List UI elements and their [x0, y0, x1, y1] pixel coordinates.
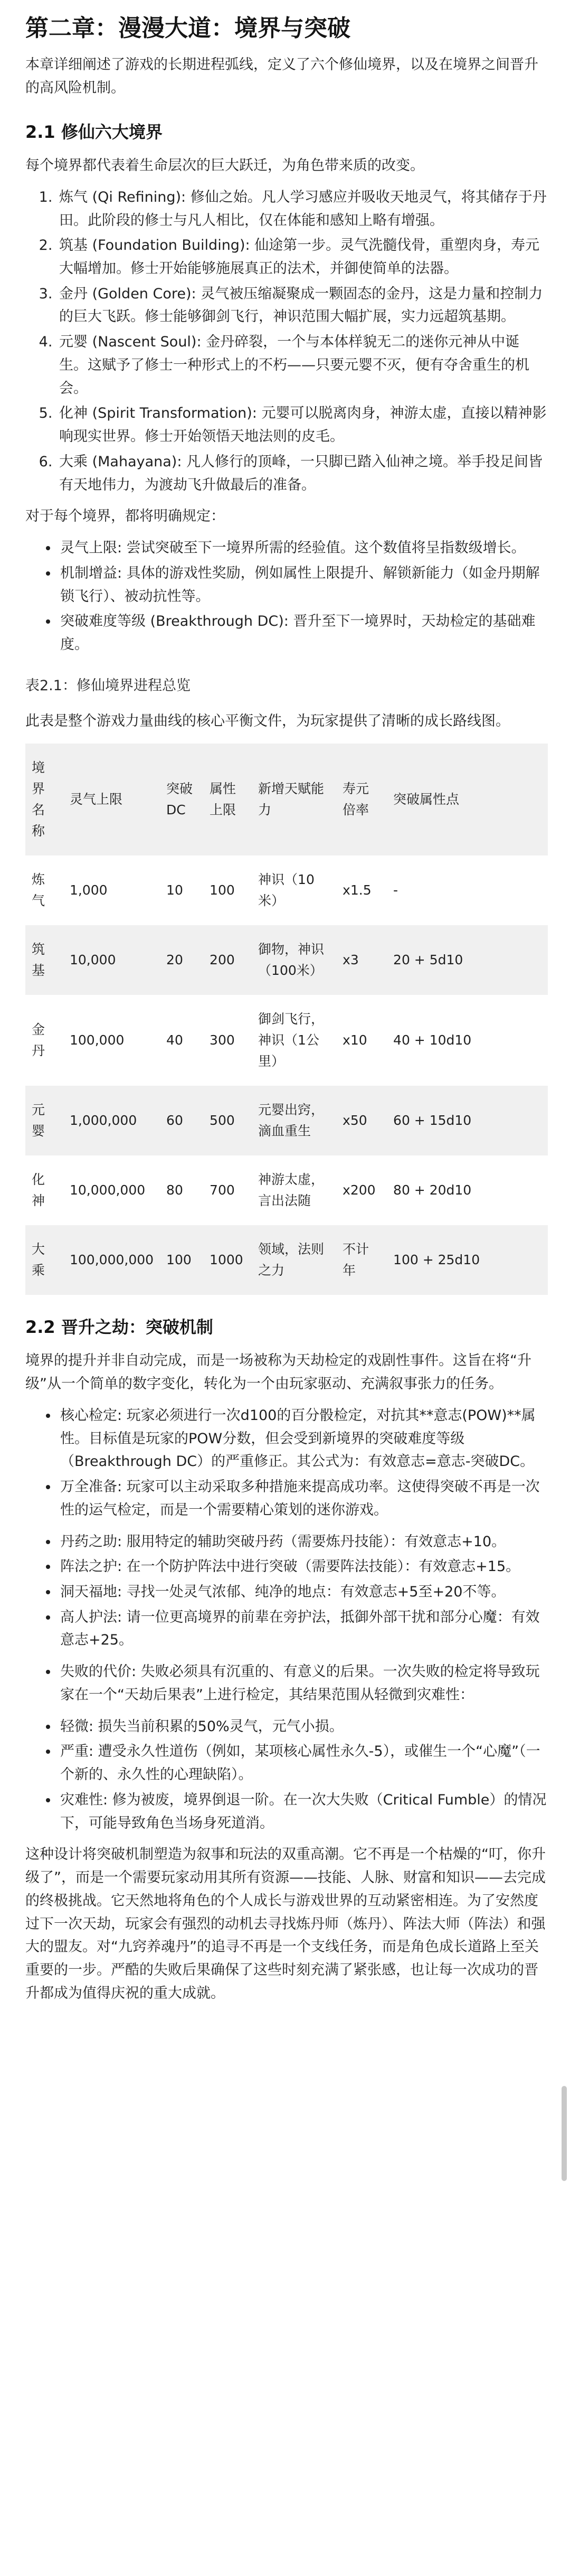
table-cell: 20 — [166, 952, 183, 968]
rules-lead: 对于每个境界，都将明确规定： — [25, 508, 225, 525]
list-item: 4. 元婴 (Nascent Soul): 金丹碎裂，一个与本体样貌无二的迷你元神从中诞生。这赋予了修士一种形式上的不朽——只要元婴不灭，便有夺舍重生的机会。 — [57, 331, 548, 400]
realms-lead: 每个境界都代表着生命层次的巨大跃迁，为角色带来质的改变。 — [25, 157, 424, 174]
table-cell: 40 + 10d10 — [393, 1032, 472, 1048]
table-header-cell: 境界名称 — [32, 760, 45, 839]
table-cell: 化神 — [32, 1172, 45, 1209]
table-cell: 10 — [166, 882, 183, 898]
list-item: • 严重: 遭受永久性道伤（例如，某项核心属性永久-5），或催生一个“心魔”（一个新的、永久性的心理缺陷）。 — [58, 1740, 548, 1786]
list-item: • 丹药之助: 服用特定的辅助突破丹药（需要炼丹技能）：有效意志+10。 — [58, 1530, 548, 1554]
realm-progression-table — [25, 744, 548, 1295]
table-header-cell: 属性上限 — [210, 781, 236, 818]
closing-paragraph: 这种设计将突破机制塑造为叙事和玩法的双重高潮。它不再是一个枯燥的“叮，你升级了”，而是一个需要玩家动用其所有资源——技能、人脉、财富和知识——去完成的终极挑战。它天然地将角色的个人成长与游戏世界的互动紧密相连。为了安然度过下一次天劫，玩家会有强烈的动机去寻找炼丹师（炼丹）、阵法大师（阵法）和强大的盟友。对“九窍养魂丹”的追寻不再是一个支线任务，而是角色成长道路上至关重要的一步。严酷的失败后果确保了这些时刻充满了紧张感，也让每一次成功的晋升都成为值得庆祝的重大成就。 — [25, 1846, 546, 2001]
table-row — [25, 925, 548, 995]
list-item: • 轻微: 损失当前积累的50%灵气，元气小损。 — [58, 1715, 548, 1738]
table-header-cell: 突破属性点 — [393, 792, 460, 807]
table-cell: 100 — [210, 882, 235, 898]
section-heading-breakthrough: 2.2 晋升之劫：突破机制 — [25, 1317, 213, 1338]
list-item: • 阵法之护: 在一个防护阵法中进行突破（需要阵法技能）：有效意志+15。 — [58, 1555, 548, 1578]
table-header-cell: 灵气上限 — [70, 792, 123, 807]
table-row — [25, 1155, 548, 1225]
table-cell: 700 — [210, 1182, 235, 1198]
preparation-list — [46, 1530, 548, 1652]
table-cell: 御剑飞行，神识（1公里） — [258, 1011, 325, 1069]
table-cell: - — [393, 882, 398, 898]
table-cell: x200 — [343, 1182, 376, 1198]
table-header-cell: 突破DC — [166, 781, 193, 818]
table-header-cell: 寿元倍率 — [343, 781, 369, 818]
list-item: • 灵气上限: 尝试突破至下一境界所需的经验值。这个数值将呈指数级增长。 — [58, 537, 548, 560]
list-item: • 机制增益: 具体的游戏性奖励，例如属性上限提升、解锁新能力（如金丹期解锁飞行）、被动抗性等。 — [58, 562, 548, 608]
table-cell: 40 — [166, 1032, 183, 1048]
chapter-title: 第二章：漫漫大道：境界与突破 — [25, 15, 350, 42]
list-item: • 洞天福地: 寻找一处灵气浓郁、纯净的地点：有效意志+5至+20不等。 — [58, 1581, 548, 1604]
core-mechanics-list — [46, 1404, 548, 1522]
document-content — [25, 0, 548, 2005]
table-cell: 神游太虚，言出法随 — [258, 1172, 325, 1209]
list-item: 5. 化神 (Spirit Transformation): 元婴可以脱离肉身，神游太虚，直接以精神影响现实世界。修士开始领悟天地法则的皮毛。 — [57, 402, 548, 448]
list-item: 1. 炼气 (Qi Refining): 修仙之始。凡人学习感应并吸收天地灵气，将其储存于丹田。此阶段的修士与凡人相比，仅在体能和感知上略有增强。 — [57, 186, 548, 232]
table-cell: 300 — [210, 1032, 235, 1048]
table-cell: 金丹 — [32, 1022, 45, 1059]
table-cell: 10,000 — [70, 952, 116, 968]
chapter-intro: 本章详细阐述了游戏的长期进程弧线，定义了六个修仙境界，以及在境界之间晋升的高风险机制。 — [25, 57, 538, 97]
table-cell: 不计年 — [343, 1242, 369, 1278]
list-item: 6. 大乘 (Mahayana): 凡人修行的顶峰，一只脚已踏入仙神之境。举手投足间皆有天地伟力，为渡劫飞升做最后的准备。 — [57, 450, 548, 496]
list-item: • 突破难度等级 (Breakthrough DC): 晋升至下一境界时，天劫检定的基础难度。 — [58, 610, 548, 656]
list-item: • 灾难性: 修为被废，境界倒退一阶。在一次大失败（Critical Fumble）的情况下，可能导致角色当场身死道消。 — [58, 1789, 548, 1835]
list-item: • 失败的代价: 失败必须具有沉重的、有意义的后果。一次失败的检定将导致玩家在一个“天劫后果表”上进行检定，其结果范围从轻微到灾难性： — [58, 1660, 548, 1706]
list-item: 2. 筑基 (Foundation Building): 仙途第一步。灵气洗髓伐骨，重塑肉身，寿元大幅增加。修士开始能够施展真正的法术，并御使简单的法器。 — [57, 234, 548, 280]
section-heading-realms: 2.1 修仙六大境界 — [25, 121, 163, 142]
scrollbar-thumb[interactable] — [562, 2086, 567, 2181]
table-cell: 100 — [166, 1252, 192, 1268]
table-caption: 表2.1：修仙境界进程总览 — [25, 677, 191, 694]
table-cell: x50 — [343, 1113, 367, 1129]
rules-list — [46, 537, 548, 656]
table-cell: 20 + 5d10 — [393, 952, 463, 968]
table-header-row — [25, 744, 548, 855]
table-cell: 500 — [210, 1113, 235, 1129]
table-cell: 60 + 15d10 — [393, 1113, 472, 1129]
table-row — [25, 995, 548, 1086]
table-cell: x1.5 — [343, 882, 372, 898]
table-cell: 大乘 — [32, 1242, 45, 1278]
table-row — [25, 1086, 548, 1155]
table-row — [25, 855, 548, 925]
table-cell: 60 — [166, 1113, 183, 1129]
table-cell: 御物，神识（100米） — [258, 942, 325, 979]
table-note: 此表是整个游戏力量曲线的核心平衡文件，为玩家提供了清晰的成长路线图。 — [25, 713, 510, 730]
table-cell: 炼气 — [32, 872, 45, 909]
table-cell: 筑基 — [32, 942, 45, 979]
table-cell: 1,000,000 — [70, 1113, 137, 1129]
breakthrough-lead: 境界的提升并非自动完成，而是一场被称为天劫检定的戏剧性事件。这旨在将“升级”从一个简单的数字变化，转化为一个由玩家驱动、充满叙事张力的任务。 — [25, 1352, 531, 1393]
table-cell: 领域，法则之力 — [258, 1242, 325, 1278]
table-cell: 100,000 — [70, 1032, 125, 1048]
list-item: • 高人护法: 请一位更高境界的前辈在旁护法，抵御外部干扰和部分心魔：有效意志+25。 — [58, 1606, 548, 1652]
table-cell: 1000 — [210, 1252, 243, 1268]
table-row — [25, 1225, 548, 1295]
list-item: • 万全准备: 玩家可以主动采取多种措施来提高成功率。这使得突破不再是一次性的运气检定，而是一个需要精心策划的迷你游戏。 — [58, 1475, 548, 1521]
failure-list — [46, 1660, 548, 1706]
realm-list — [46, 186, 548, 497]
table-cell: 10,000,000 — [70, 1182, 146, 1198]
table-cell: 元婴出窍，滴血重生 — [258, 1102, 325, 1139]
table-cell: 神识（10米） — [258, 872, 315, 909]
table-cell: 100 + 25d10 — [393, 1252, 480, 1268]
failure-outcomes-list — [46, 1715, 548, 1835]
table-cell: 80 — [166, 1182, 183, 1198]
table-cell: x10 — [343, 1032, 367, 1048]
table-cell: 元婴 — [32, 1102, 45, 1139]
table-cell: 100,000,000 — [70, 1252, 154, 1268]
list-item: 3. 金丹 (Golden Core): 灵气被压缩凝聚成一颗固态的金丹，这是力量和控制力的巨大飞跃。修士能够御剑飞行，神识范围大幅扩展，实力远超筑基期。 — [57, 283, 548, 328]
table-cell: 1,000 — [70, 882, 108, 898]
table-cell: 200 — [210, 952, 235, 968]
list-item: • 核心检定: 玩家必须进行一次d100的百分骰检定，对抗其**意志(POW)**属性。目标值是玩家的POW分数，但会受到新境界的突破难度等级（Breakthrough DC）的严重修正。其公式为：有效意志=意志-突破DC。 — [58, 1404, 548, 1473]
table-cell: 80 + 20d10 — [393, 1182, 472, 1198]
table-cell: x3 — [343, 952, 359, 968]
table-header-cell: 新增天赋能力 — [258, 781, 325, 818]
